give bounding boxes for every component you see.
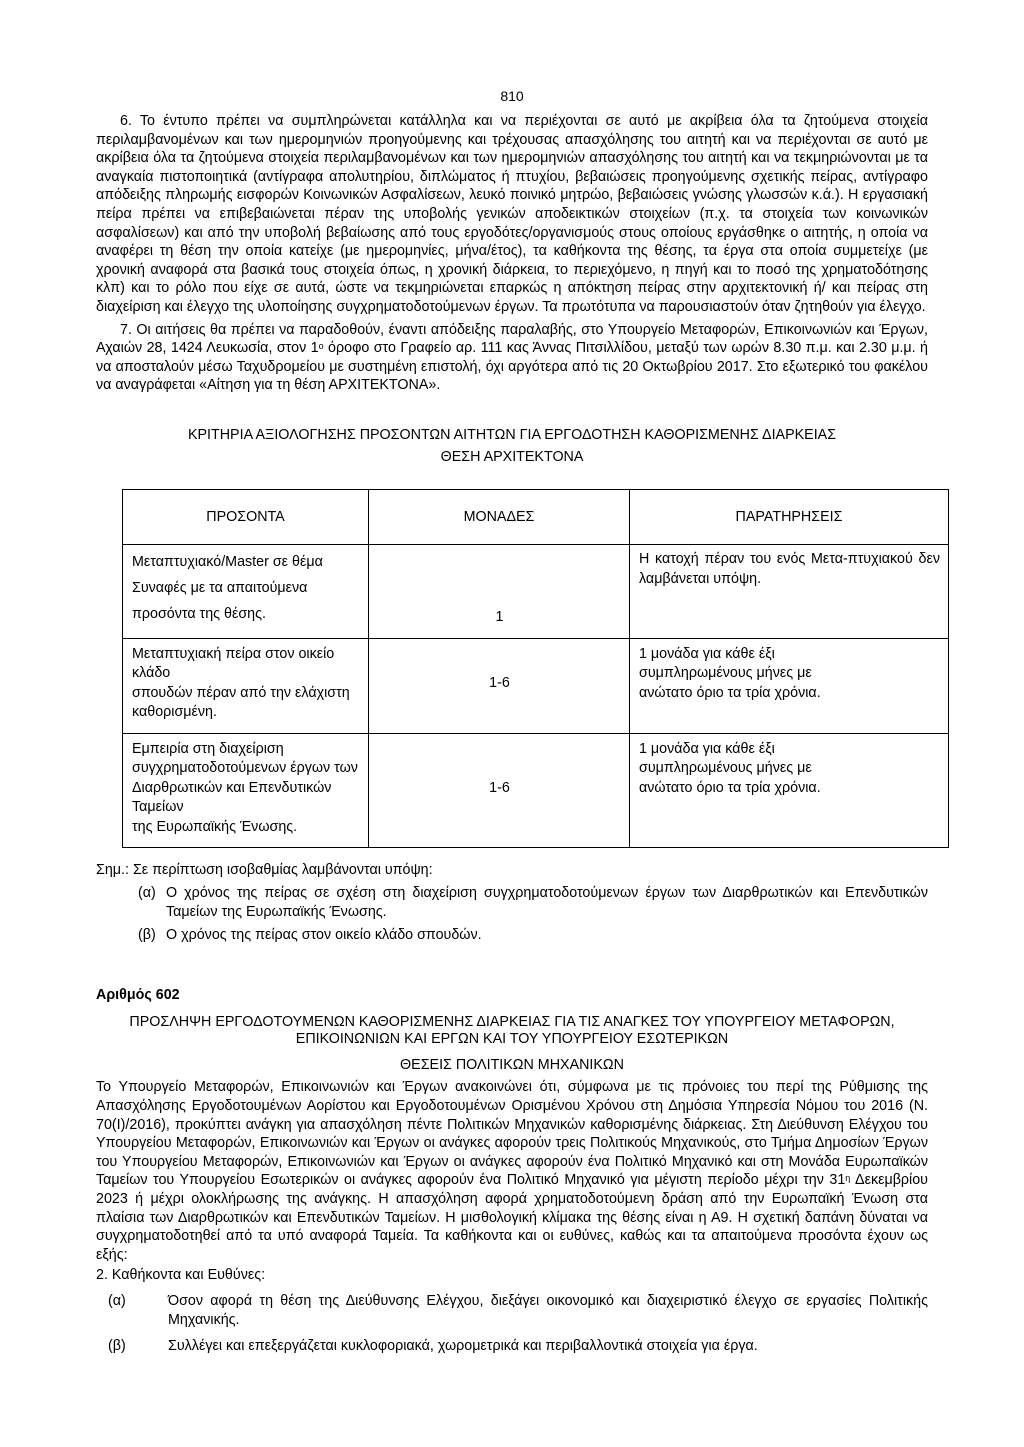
- remarks-cell: [630, 544, 949, 638]
- remarks-line: συμπληρωμένους μήνες με: [639, 665, 812, 682]
- section-heading-line1: ΠΡΟΣΛΗΨΗ ΕΡΓΟΔΟΤΟΥΜΕΝΩΝ ΚΑΘΟΡΙΣΜΕΝΗΣ ΔΙΑΡΚΕΙΑΣ ΓΙΑ ΤΙΣ ΑΝΑΓΚΕΣ ΤΟΥ ΥΠΟΥΡΓΕΙΟΥ ΜΕΤΑΦΟΡΩΝ,: [129, 1014, 895, 1031]
- table-header-row: [123, 489, 949, 544]
- document-page: [96, 88, 940, 1356]
- duties-label: 2. Καθήκοντα και Ευθύνες:: [96, 1267, 266, 1284]
- table-row: [123, 733, 949, 848]
- qualification-line: της Ευρωπαϊκής Ένωσης.: [132, 818, 298, 835]
- paragraph-7: [96, 321, 928, 395]
- section-number: Αριθμός 602: [96, 987, 180, 1004]
- units-value: 1: [495, 608, 504, 625]
- note-item: [138, 884, 928, 922]
- page-number: 810: [500, 88, 524, 104]
- qualification-line: προσόντα της θέσης.: [132, 605, 266, 622]
- units-cell: [369, 638, 630, 733]
- table-row: [123, 544, 949, 638]
- note-item-label: (α): [138, 885, 156, 902]
- header-qualifications: ΠΡΟΣΟΝΤΑ: [123, 489, 369, 544]
- section-heading: [96, 1014, 928, 1048]
- criteria-title-line2: ΘΕΣΗ ΑΡΧΙΤΕΚΤΟΝΑ: [440, 448, 584, 465]
- qualification-line: καθορισμένη.: [132, 704, 217, 721]
- paragraph-7-text-a: 7. Οι αιτήσεις θα πρέπει να παραδοθούν, έναντι απόδειξης παραλαβής, στο Υπουργείο Μεταφορών, Επικοινωνιών και Έργων, Αχαιών 28, 1424 Λευκωσία, στον 1: [96, 321, 928, 357]
- units-cell: [369, 733, 630, 848]
- duty-item-text: Όσον αφορά τη θέση της Διεύθυνσης Ελέγχου, διεξάγει οικονομικό και διαχειριστικό έλεγχο σε εργασίες Πολιτικής Μηχανικής.: [168, 1293, 928, 1329]
- paragraph-7-superscript: ο: [318, 341, 324, 352]
- units-value: 1-6: [489, 675, 510, 692]
- remarks-cell: [630, 638, 949, 733]
- paragraph-6: 6. Το έντυπο πρέπει να συμπληρώνεται κατάλληλα και να περιέχονται σε αυτό με ακρίβεια όλα τα ζητούμενα στοιχεία περιλαμβανομένων και των ημερομηνιών προηγούμενης και τρέχουσας απασχόλησης του αιτητή και να περιέχονται σε αυτό με ακρίβεια όλα τα ζητούμενα στοιχεία περιλαμβανομένων και των ημερομηνιών απασχόλησης του αιτητή και να τεκμηριώνονται με τα αναγκαία πιστοποιητικά (αντίγραφα απολυτηρίου, διπλώματος ή πτυχίου, βεβαιώσεις προηγούμενης σχετικής πείρας, αντίγραφο απόδειξης πληρωμής εισφορών Κοινωνικών Ασφαλίσεων, λευκό ποινικό μητρώο, βεβαιώσεις γνώσης γλωσσών κ.ά.). Η εργασιακή πείρα πρέπει να επιβεβαιώνεται πέραν της υποβολής γενικών αποδεικτικών στοιχείων (π.χ. τα στοιχεία των κοινωνικών ασφαλίσεων) και από την υποβολή βεβαίωσης από τους εργοδότες/οργανισμούς στους οποίους εργάσθηκε ο αιτητής, η οποία να αναφέρει τη θέση την οποία κατείχε (με ημερομηνίες, μήνα/έτος), τα καθήκοντα της θέσης, τα έργα στα οποία συμμετείχε (με χρονική αναφορά στα βασικά τους στοιχεία όπως, η χρονική διάρκεια, το περιεχόμενο, η πηγή και το ποσό της χρηματοδότησης κλπ) και το ρόλο που είχε σε αυτά, ώστε να τεκμηριώνεται επαρκώς η απόκτηση πείρας στην αρχιτεκτονική ή/ και πείρας στη διαχείριση και έλεγχο της υλοποίησης συγχρηματοδοτούμενων έργων. Τα πρωτότυπα να παρουσιαστούν όταν ζητηθούν για έλεγχο.: [96, 113, 928, 315]
- note-item-text: Ο χρόνος της πείρας στον οικείο κλάδο σπουδών.: [166, 927, 482, 944]
- section-body-superscript: η: [845, 1173, 851, 1184]
- section-heading-line2: ΕΠΙΚΟΙΝΩΝΙΩΝ ΚΑΙ ΕΡΓΩΝ ΚΑΙ ΤΟΥ ΥΠΟΥΡΓΕΙΟΥ ΕΣΩΤΕΡΙΚΩΝ: [295, 1031, 729, 1048]
- table-row: [123, 638, 949, 733]
- duty-item-text: Συλλέγει και επεξεργάζεται κυκλοφοριακά, χωρομετρικά και περιβαλλοντικά στοιχεία για έργα.: [168, 1338, 758, 1355]
- qualification-cell: [123, 638, 369, 733]
- header-units: ΜΟΝΑΔΕΣ: [369, 489, 630, 544]
- qualification-line: συγχρηματοδοτούμενων έργων των: [132, 760, 358, 777]
- criteria-title-line1: ΚΡΙΤΗΡΙΑ ΑΞΙΟΛΟΓΗΣΗΣ ΠΡΟΣΟΝΤΩΝ ΑΙΤΗΤΩΝ ΓΙΑ ΕΡΓΟΔΟΤΗΣΗ ΚΑΘΟΡΙΣΜΕΝΗΣ ΔΙΑΡΚΕΙΑΣ: [187, 426, 837, 443]
- remarks-line: ανώτατο όριο τα τρία χρόνια.: [639, 684, 821, 701]
- section-subtitle: ΘΕΣΕΙΣ ΠΟΛΙΤΙΚΩΝ ΜΗΧΑΝΙΚΩΝ: [400, 1057, 624, 1074]
- qualification-line: σπουδών πέραν από την ελάχιστη: [132, 684, 350, 701]
- criteria-title: [96, 424, 928, 468]
- duty-item-label: (α): [108, 1293, 126, 1310]
- section-body-text-a: Το Υπουργείο Μεταφορών, Επικοινωνιών και Έργων ανακοινώνει ότι, σύμφωνα με τις πρόνοιες του περί της Ρύθμισης της Απασχόλησης Εργοδοτουμένων Αορίστου και Εργοδοτουμένων Ορισμένου Χρόνου στη Δημόσια Υπηρεσία Νόμου του 2016 (Ν. 70(Ι)/2016), προκύπτει ανάγκη για απασχόληση πέντε Πολιτικών Μηχανικών καθορισμένης διάρκειας. Στη Διεύθυνση Ελέγχου του Υπουργείου Μεταφορών, Επικοινωνιών και Έργων οι ανάγκες αφορούν τρεις Πολιτικούς Μηχανικούς, στο Τμήμα Δημοσίων Έργων του Υπουργείου Μεταφορών, Επικοινωνιών και Έργων οι ανάγκες αφορούν ένα Πολιτικό Μηχανικό και στη Μονάδα Ευρωπαϊκών Ταμείων του Υπουργείου Εσωτερικών οι ανάγκες αφορούν ένα Πολιτικό Μηχανικό για μέγιστη περίοδο μέχρι την 31: [96, 1079, 928, 1189]
- qualification-line: Διαρθρωτικών και Επενδυτικών Ταμείων: [132, 779, 332, 816]
- criteria-table: [122, 489, 949, 849]
- remarks-line: ανώτατο όριο τα τρία χρόνια.: [639, 779, 821, 796]
- duty-item-label: (β): [108, 1338, 126, 1355]
- note-item: [138, 926, 928, 945]
- units-value: 1-6: [489, 779, 510, 796]
- qualification-line: Εμπειρία στη διαχείριση: [132, 740, 284, 757]
- section-body: [96, 1078, 928, 1264]
- section-body-text-b: Δεκεμβρίου 2023 ή μέχρι ολοκλήρωσης της ανάγκης. Η απασχόληση αφορά χρηματοδοτούμενη δράση από την Ευρωπαϊκή Ένωση στα πλαίσια των Διαρθρωτικών και Επενδυτικών Ταμείων. Η μισθολογική κλίμακα της θέσης είναι η Α9. Η σχετική δαπάνη δύναται να συγχρηματοδοτηθεί από τα υπό αναφορά Ταμεία. Τα καθήκοντα και οι ευθύνες, καθώς και τα απαιτούμενα προσόντα έχουν ως εξής:: [96, 1172, 928, 1263]
- qualification-cell: [123, 733, 369, 848]
- remarks-text: Η κατοχή πέραν του ενός Μετα-πτυχιακού δεν λαμβάνεται υπόψη.: [639, 550, 940, 587]
- remarks-cell: [630, 733, 949, 848]
- note-label: Σημ.: Σε περίπτωση ισοβαθμίας λαμβάνονται υπόψη:: [96, 862, 433, 879]
- qualification-line: Μεταπτυχιακή πείρα στον οικείο κλάδο: [132, 645, 335, 682]
- remarks-line: 1 μονάδα για κάθε έξι: [639, 645, 775, 662]
- remarks-line: συμπληρωμένους μήνες με: [639, 760, 812, 777]
- qualification-line: Συναφές με τα απαιτούμενα: [132, 579, 308, 596]
- qualification-cell: [123, 544, 369, 638]
- remarks-line: 1 μονάδα για κάθε έξι: [639, 740, 775, 757]
- note-item-text: Ο χρόνος της πείρας σε σχέση στη διαχείριση συγχρηματοδοτούμενων έργων των Διαρθρωτικών και Επενδυτικών Ταμείων της Ευρωπαϊκής Ένωσης.: [166, 885, 928, 921]
- units-cell: [369, 544, 630, 638]
- paragraph-7-text-b: όροφο στο Γραφείο αρ. 111 κας Άννας Πιτσιλλίδου, μεταξύ των ωρών 8.30 π.μ. και 2.30 μ.μ. ή να αποσταλούν μέσω Ταχυδρομείου με συστημένη επιστολή, όχι αργότερα από τις 20 Οκτωβρίου 2017. Στο εξωτερικό του φακέλου να αναγράφεται «Αίτηση για τη θέση ΑΡΧΙΤΕΚΤΟΝΑ».: [96, 340, 928, 394]
- duty-item: [108, 1292, 928, 1330]
- header-remarks: ΠΑΡΑΤΗΡΗΣΕΙΣ: [630, 489, 949, 544]
- duty-item: [108, 1337, 928, 1356]
- note-item-label: (β): [138, 927, 156, 944]
- qualification-line: Μεταπτυχιακό/Master σε θέμα: [132, 553, 323, 570]
